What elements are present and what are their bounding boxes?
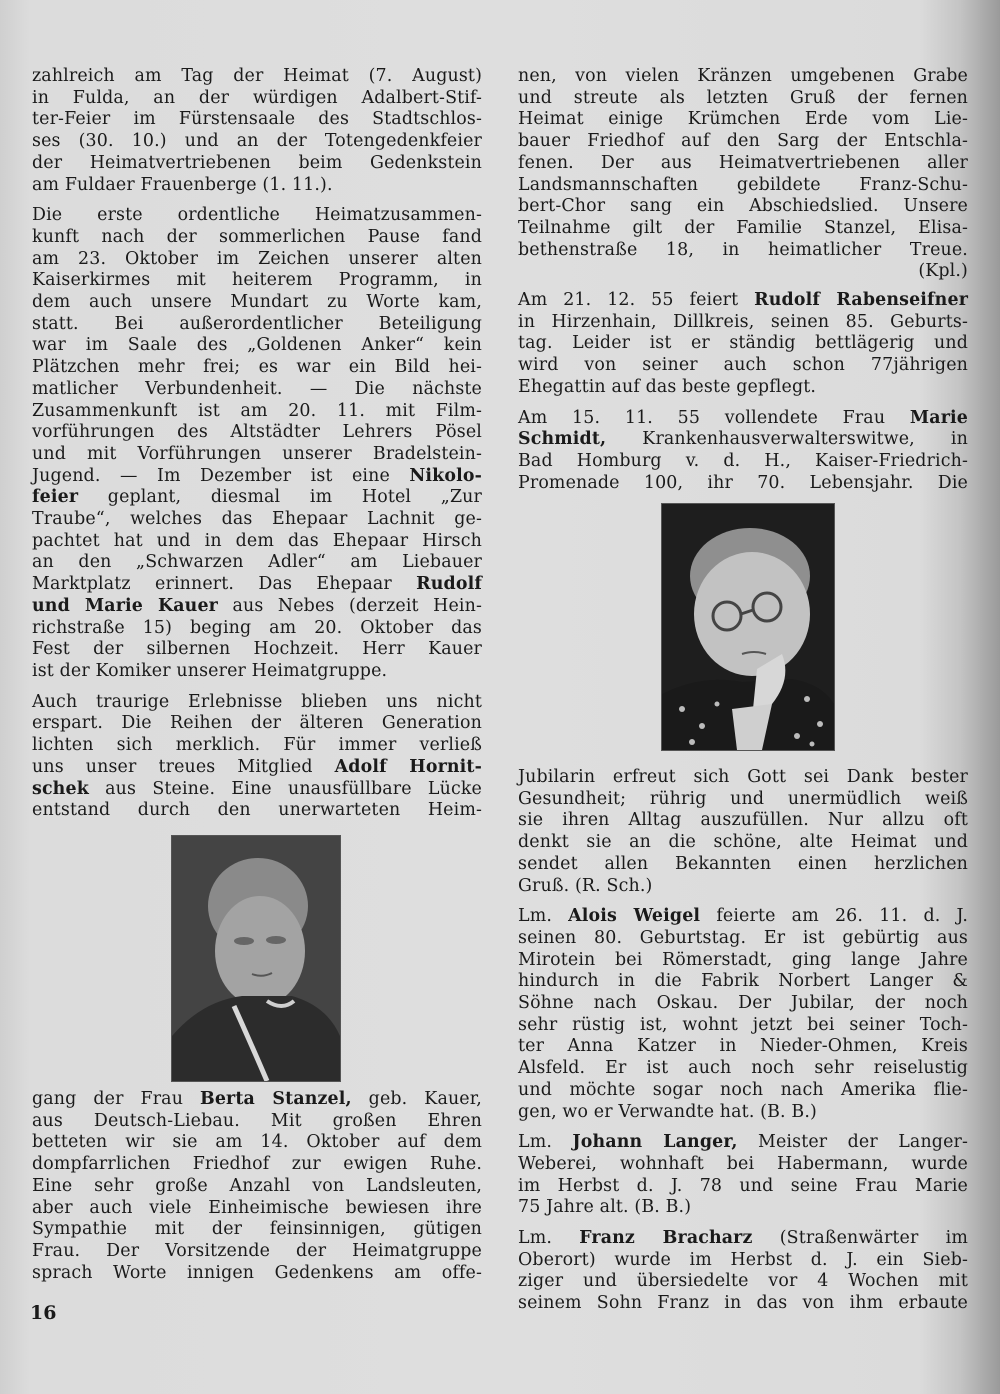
text-line: aus Deutsch-Liebau. Mit großen Ehren [32, 1110, 482, 1131]
text-line: bert-Chor sang ein Abschiedslied. Unsere [518, 196, 968, 217]
text-line [32, 487, 482, 509]
text-line: ter-Feier im Fürstensaale des Stadtschlos- [32, 109, 482, 130]
text-line: und streute als letzten Gruß der fernen [518, 87, 968, 108]
text-line: fenen. Der aus Heimatvertriebenen aller [518, 152, 968, 173]
name-highlight: Johann Langer, [572, 1132, 738, 1153]
name-highlight: Marie [909, 407, 968, 428]
text-run: Lm. [518, 1132, 573, 1153]
paragraph-funeral [518, 66, 968, 283]
text-line: sehr rüstig ist, wohnt jetzt bei seiner Toch- [518, 1014, 968, 1035]
left-column-continued [32, 1089, 482, 1293]
text-line [32, 1089, 482, 1111]
text-run: Jugend. — Im Dezember ist eine [32, 465, 410, 486]
text-line: der Heimatvertriebenen beim Gedenkstein [32, 152, 482, 173]
text-line [32, 596, 482, 618]
text-line: lichten sich merklich. Für immer verließ [32, 735, 482, 756]
name-highlight: Alois Weigel [568, 906, 701, 927]
text-line: Gruß. (R. Sch.) [518, 875, 653, 896]
paragraph-berta-stanzel [32, 1089, 482, 1284]
text-line: pachtet hat und in dem das Ehepaar Hirsch [32, 530, 482, 551]
text-line [518, 1132, 968, 1154]
name-highlight: Adolf Hornit- [334, 756, 482, 777]
text-line: Die erste ordentliche Heimatzusammen- [32, 205, 482, 226]
paragraph-jubilarin [518, 767, 968, 897]
left-column [32, 66, 482, 831]
portrait-photo-berta-stanzel [171, 835, 341, 1082]
text-line: sendet allen Bekannten einen herzlichen [518, 853, 968, 874]
text-line: kunft nach der sommerlichen Pause fand [32, 226, 482, 247]
text-line: Plätzchen mehr frei; es war ein Bild hei- [32, 357, 482, 378]
name-highlight: Schmidt, [518, 429, 607, 450]
paragraph-johann-langer [518, 1132, 968, 1219]
text-line: 75 Jahre alt. (B. B.) [518, 1197, 692, 1218]
paragraph-franz-bracharz [518, 1228, 968, 1315]
text-run: aus Steine. Eine unausfüllbare Lücke [88, 778, 482, 799]
text-line: Mirotein bei Römerstadt, ging lange Jahre [518, 949, 968, 970]
text-line: Söhne nach Oskau. Der Jubilar, der noch [518, 993, 968, 1014]
text-line: Heimat einige Krümchen Erde vom Lie- [518, 109, 968, 130]
name-highlight: Franz Bracharz [579, 1228, 753, 1249]
paragraph-heimat-events [32, 66, 482, 196]
text-line: Landsmannschaften gebildete Franz-Schu- [518, 174, 968, 195]
name-highlight: Rudolf [416, 574, 482, 595]
text-line: sie ihren Alltag auszufüllen. Nur allzu oft [518, 810, 968, 831]
text-line [518, 290, 968, 312]
text-line: ist der Komiker unserer Heimatgruppe. [32, 660, 388, 681]
text-line: bethenstraße 18, in heimatlicher Treue. [518, 239, 968, 260]
text-line: und mit Vorführungen unserer Bradelstein- [32, 443, 482, 464]
text-line: Auch traurige Erlebnisse blieben uns nicht [32, 691, 482, 712]
text-line: im Herbst d. J. 78 und seine Frau Marie [518, 1175, 968, 1196]
text-line: Sympathie mit der feinsinnigen, gütigen [32, 1219, 482, 1240]
text-line: Teilnahme gilt der Familie Stanzel, Elisa- [518, 217, 968, 238]
text-run: Marktplatz erinnert. Das Ehepaar [32, 574, 417, 595]
text-line: nen, von vielen Kränzen umgebenen Grabe [518, 66, 968, 86]
page-number: 16 [30, 1302, 57, 1324]
name-highlight: Rudolf Rabenseifner [754, 290, 969, 311]
text-line: Frau. Der Vorsitzende der Heimatgruppe [32, 1240, 482, 1261]
text-line: und möchte sogar noch nach Amerika flie- [518, 1079, 968, 1100]
text-run: gang der Frau [32, 1089, 200, 1109]
text-line: ziger und übersiedelte vor 4 Wochen mit [518, 1271, 968, 1292]
text-line: Kaiserkirmes mit heiterem Programm, in [32, 270, 482, 291]
portrait-illustration [662, 504, 834, 750]
text-line: Jubilarin erfreut sich Gott sei Dank bester [518, 767, 968, 787]
text-line: am Fuldaer Frauenberge (1. 11.). [32, 174, 333, 195]
text-line: am 23. Oktober im Zeichen unserer alten [32, 248, 482, 269]
text-line: seinem Sohn Franz in das von ihm erbaute [518, 1293, 968, 1314]
text-line: Bad Homburg v. d. H., Kaiser-Friedrich- [518, 450, 968, 471]
text-line [32, 757, 482, 779]
paragraph-sad-news [32, 692, 482, 822]
text-run: Lm. [518, 906, 569, 927]
paragraph-marie-schmidt [518, 408, 968, 495]
text-line: Promenade 100, ihr 70. Lebensjahr. Die [518, 472, 968, 493]
paragraph-rabenseifner [518, 290, 968, 399]
text-line [32, 466, 482, 488]
text-line: war im Saale des „Goldenen Anker“ kein [32, 335, 482, 356]
text-run: geplant, diesmal im Hotel „Zur [78, 487, 482, 508]
text-run: (Straßenwärter im [752, 1228, 968, 1249]
text-line: Zusammenkunft ist am 20. 11. mit Film- [32, 400, 482, 421]
text-run: aus Nebes (derzeit Hein- [218, 595, 482, 616]
right-column [518, 66, 968, 503]
text-line [518, 408, 968, 430]
text-line: statt. Bei außerordentlicher Beteiligung [32, 313, 482, 334]
text-line: dompfarrlichen Friedhof zur ewigen Ruhe. [32, 1154, 482, 1175]
text-line: wird von seiner auch schon 77jährigen [518, 355, 968, 376]
text-run: Am 21. 12. 55 feiert [518, 290, 755, 311]
text-line: Oberort) wurde im Herbst d. J. ein Sieb- [518, 1249, 968, 1270]
text-run: Lm. [518, 1228, 580, 1249]
text-line: erspart. Die Reihen der älteren Generation [32, 713, 482, 734]
text-line: Alsfeld. Er ist auch noch sehr reiselustig [518, 1058, 968, 1079]
text-line: Weberei, wohnhaft bei Habermann, wurde [518, 1153, 968, 1174]
text-line: dem auch unsere Mundart zu Worte kam, [32, 292, 482, 313]
text-run: feierte am 26. 11. d. J. [700, 906, 968, 927]
name-highlight: schek [32, 778, 89, 799]
name-highlight: und Marie Kauer [32, 595, 218, 616]
text-line [518, 429, 968, 451]
text-run: geb. Kauer, [351, 1089, 482, 1109]
text-line: vorführungen des Altstädter Lehrers Pösel [32, 422, 482, 443]
text-line: denkt sie an die schöne, alte Heimat und [518, 832, 968, 853]
portrait-illustration [172, 836, 340, 1081]
text-line: an den „Schwarzen Adler“ am Liebauer [32, 552, 482, 573]
name-highlight: feier [32, 487, 79, 508]
text-line: richstraße 15) beging am 20. Oktober das [32, 617, 482, 638]
text-line: ses (30. 10.) und an der Totengedenkfeier [32, 131, 482, 152]
text-line: Fest der silbernen Hochzeit. Herr Kauer [32, 639, 482, 660]
text-line: aber auch viele Einheimische bewiesen ihre [32, 1197, 482, 1218]
text-line: entstand durch den unerwarteten Heim- [32, 800, 482, 821]
text-line: bauer Friedhof auf den Sarg der Entschla- [518, 131, 968, 152]
text-line: betteten wir sie am 14. Oktober auf dem [32, 1132, 482, 1153]
text-run: Am 15. 11. 55 vollendete Frau [518, 407, 910, 428]
text-line: in Hirzenhain, Dillkreis, seinen 85. Geburts- [518, 311, 968, 332]
text-line [32, 779, 482, 801]
right-column-continued [518, 767, 968, 1324]
text-line [518, 1228, 968, 1250]
text-line: sprach Worte innigen Gedenkens am offe- [32, 1262, 482, 1283]
text-line: hindurch in die Fabrik Norbert Langer & [518, 971, 968, 992]
text-run: Krankenhausverwalterswitwe, in [606, 429, 968, 450]
text-line: Gesundheit; rührig und unermüdlich weiß [518, 788, 968, 809]
text-line: Ehegattin auf das beste gepflegt. [518, 376, 817, 397]
portrait-photo-marie-schmidt [661, 503, 835, 751]
paragraph-first-meeting [32, 205, 482, 682]
name-highlight: Nikolo- [409, 465, 482, 486]
text-line: gen, wo er Verwandte hat. (B. B.) [518, 1101, 817, 1122]
text-line: tag. Leider ist er ständig bettlägerig und [518, 333, 968, 354]
text-line: Eine sehr große Anzahl von Landsleuten, [32, 1175, 482, 1196]
text-line [518, 906, 968, 928]
text-line: zahlreich am Tag der Heimat (7. August) [32, 66, 482, 86]
text-line: Traube“, welches das Ehepaar Lachnit ge- [32, 509, 482, 530]
author-signature: (Kpl.) [918, 261, 968, 282]
text-run: Meister der Langer- [737, 1132, 969, 1153]
text-line [32, 574, 482, 596]
text-line: ter Anna Katzer in Nieder-Ohmen, Kreis [518, 1036, 968, 1057]
text-line: in Fulda, an der würdigen Adalbert-Stif- [32, 87, 482, 108]
paragraph-alois-weigel [518, 906, 968, 1123]
name-highlight: Berta Stanzel, [199, 1089, 352, 1109]
text-line: seinen 80. Geburtstag. Er ist gebürtig aus [518, 927, 968, 948]
text-run: uns unser treues Mitglied [32, 756, 335, 777]
text-line: matlicher Verbundenheit. — Die nächste [32, 378, 482, 399]
